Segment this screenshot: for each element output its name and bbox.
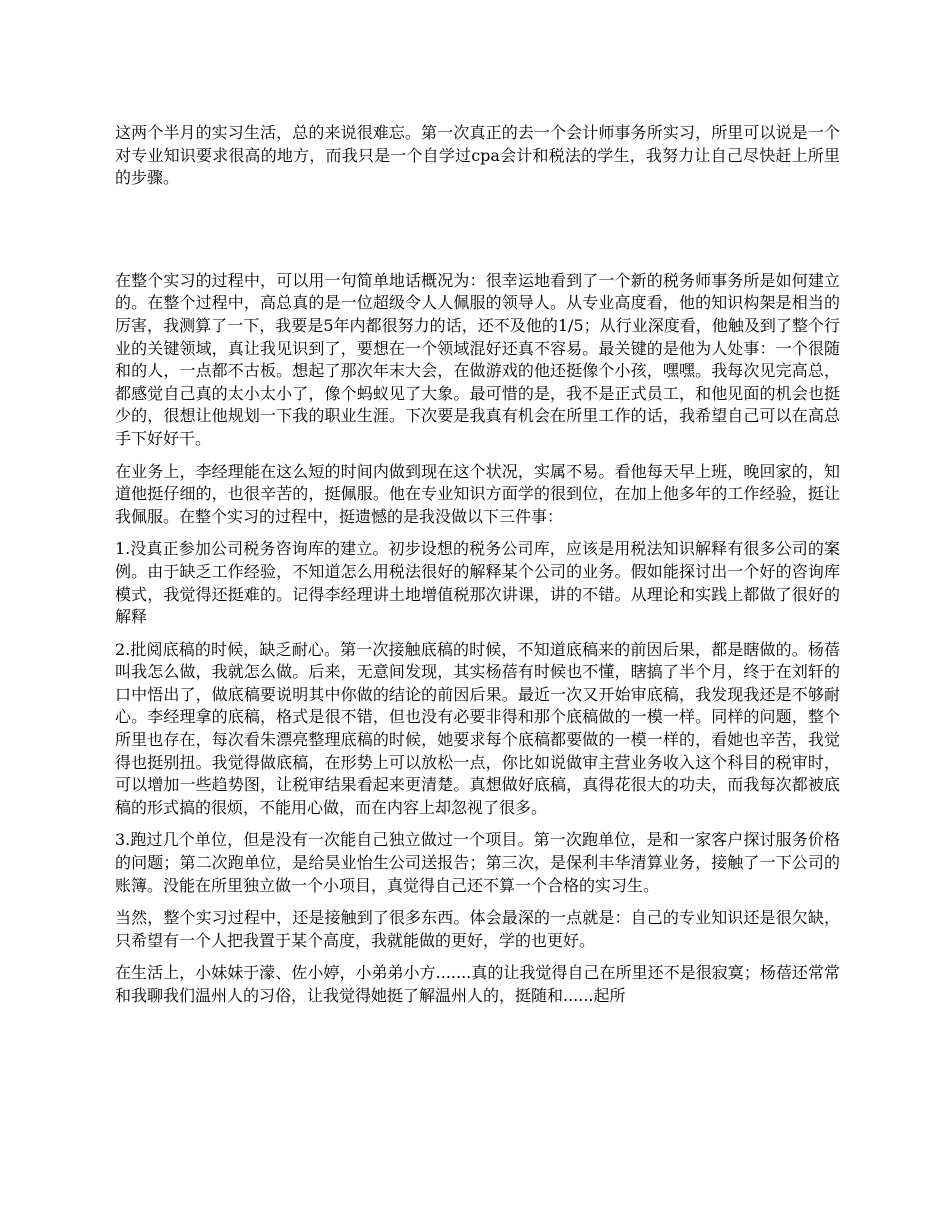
paragraph-manager: 在业务上，李经理能在这么短的时间内做到现在这个状况，实属不易。看他每天早上班，晚回家的，知道他挺仔细的，也很辛苦的，挺佩服。他在专业知识方面学的很到位，在加上他多年的工作经验，挺让我佩服。在整个实习的过程中，挺遗憾的是我没做以下三件事： [115,461,840,526]
paragraph-regret-1: 1.没真正参加公司税务咨询库的建立。初步设想的税务公司库，应该是用税法知识解释有很多公司的案例。由于缺乏工作经验，不知道怎么用税法很好的解释某个公司的业务。假如能探讨出一个好的咨询库模式，我觉得还挺难的。记得李经理讲土地增值税那次讲课，讲的不错。从理论和实践上都做了很好的解释 [115,539,840,627]
document-page [115,122,840,1018]
paragraph-takeaway: 当然，整个实习过程中，还是接触到了很多东西。体会最深的一点就是：自己的专业知识还是很欠缺，只希望有一个人把我置于某个高度，我就能做的更好，学的也更好。 [115,908,840,950]
paragraph-overview: 在整个实习的过程中，可以用一句简单地话概况为：很幸运地看到了一个新的税务师事务所是如何建立的。在整个过程中，高总真的是一位超级令人人佩服的领导人。从专业高度看，他的知识构架是相当的厉害，我测算了一下，我要是5年内都很努力的话，还不及他的1/5；从行业深度看，他触及到了整个行业的关键领域，真让我见识到了，要想在一个领域混好还真不容易。最关键的是他为人处事：一个很随和的人，一点都不古板。想起了那次年末大会，在做游戏的他还挺像个小孩，嘿嘿。我每次见完高总，都感觉自己真的太小太小了，像个蚂蚁见了大象。最可惜的是，我不是正式员工，和他见面的机会也挺少的，很想让他规划一下我的职业生涯。下次要是我真有机会在所里工作的话，我希望自己可以在高总手下好好干。 [115,270,840,448]
paragraph-regret-3: 3.跑过几个单位，但是没有一次能自己独立做过一个项目。第一次跑单位，是和一家客户探讨服务价格的问题；第二次跑单位，是给昊业怡生公司送报告；第三次，是保利丰华清算业务，接触了一下公司的账簿。没能在所里独立做一个小项目，真觉得自己还不算一个合格的实习生。 [115,830,840,895]
paragraph-life: 在生活上，小妹妹于濛、佐小婷，小弟弟小方.......真的让我觉得自己在所里还不是很寂寞；杨蓓还常常和我聊我们温州人的习俗，让我觉得她挺了解温州人的，挺随和......起所 [115,963,840,1005]
paragraph-regret-2: 2.批阅底稿的时候，缺乏耐心。第一次接触底稿的时候，不知道底稿来的前因后果，都是瞎做的。杨蓓叫我怎么做，我就怎么做。后来，无意间发现，其实杨蓓有时候也不懂，瞎搞了半个月，终于在刘轩的口中悟出了，做底稿要说明其中你做的结论的前因后果。最近一次又开始审底稿，我发现我还是不够耐心。李经理拿的底稿，格式是很不错，但也没有必要非得和那个底稿做的一模一样。同样的问题，整个所里也存在，每次看朱漂亮整理底稿的时候，她要求每个底稿都要做的一模一样的，看她也辛苦，我觉得也挺别扭。我觉得做底稿，在形势上可以放松一点，你比如说做审主营业务收入这个科目的税审时，可以增加一些趋势图，让税审结果看起来更清楚。真想做好底稿，真得花很大的功夫，而我每次都被底稿的形式搞的很烦，不能用心做，而在内容上却忽视了很多。 [115,639,840,817]
intro-paragraph: 这两个半月的实习生活，总的来说很难忘。第一次真正的去一个会计师事务所实习，所里可以说是一个对专业知识要求很高的地方，而我只是一个自学过cpa会计和税法的学生，我努力让自己尽快赶上所里的步骤。 [115,123,840,188]
paragraph-gap [115,200,840,270]
